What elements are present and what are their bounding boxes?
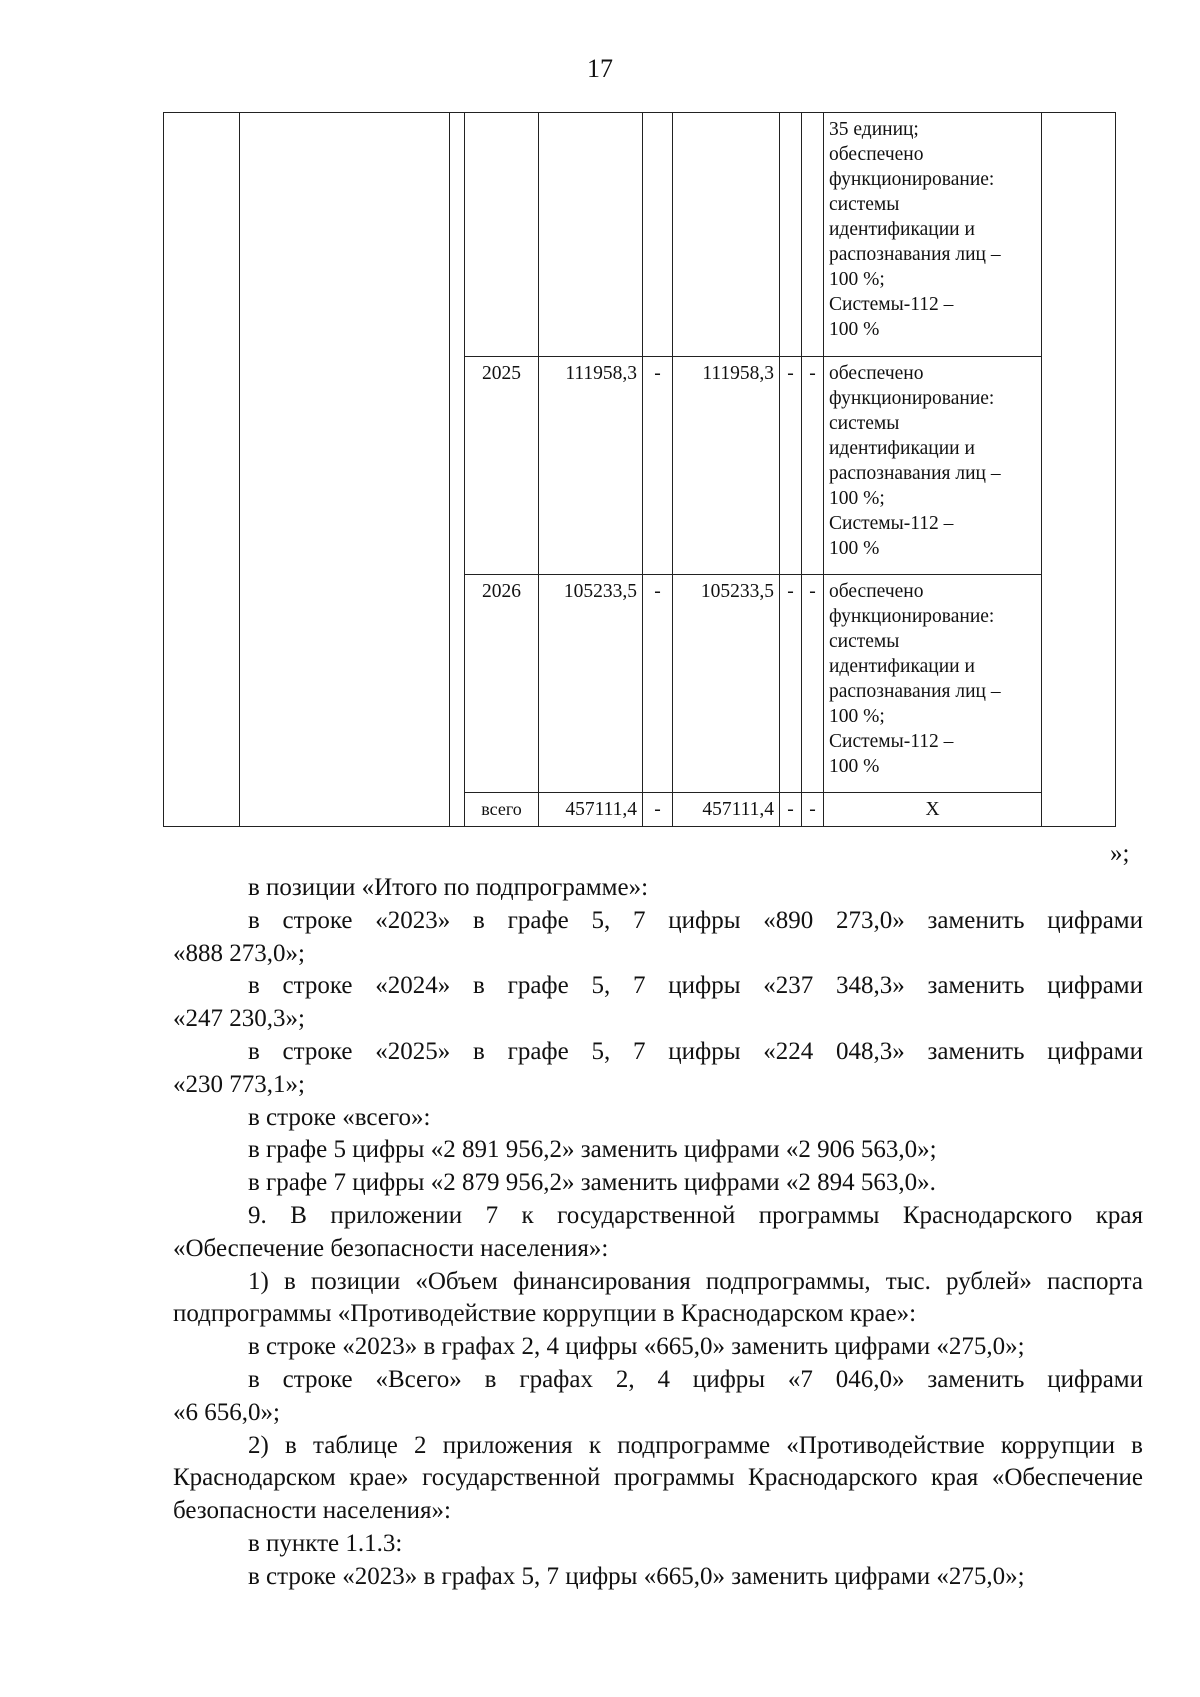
paragraph: в строке «2023» в графе 5, 7 цифры «890 273,0» заменить цифрами: [248, 906, 1143, 934]
col-d-cell: -: [802, 793, 824, 827]
year-cell: 2025: [465, 357, 539, 575]
year-cell: [465, 113, 539, 357]
total-cell: 111958,3: [539, 357, 643, 575]
paragraph: в графе 7 цифры «2 879 956,2» заменить цифрами «2 894 563,0».: [248, 1169, 936, 1197]
total-cell: [539, 113, 643, 357]
col-b-cell: 105233,5: [673, 575, 780, 793]
amendment-text: [173, 872, 1143, 1594]
paragraph: 1) в позиции «Объем финансирования подпрограммы, тыс. рублей» паспорта подпрограммы «Противодействие коррупции в Краснодарском крае»:: [173, 1267, 1143, 1328]
col-b-cell: 111958,3: [673, 357, 780, 575]
merged-cell-name: [240, 113, 450, 827]
paragraph: «247 230,3»;: [173, 1005, 305, 1033]
paragraph: 2) в таблице 2 приложения к подпрограмме «Противодействие коррупции в Краснодарском крае» государственной программы Краснодарского края «Обеспечение безопасности населения»:: [173, 1431, 1143, 1525]
paragraph: «888 273,0»;: [173, 939, 305, 967]
page-number: 17: [587, 54, 613, 83]
col-c-cell: -: [780, 793, 802, 827]
paragraph: в строке «2024» в графе 5, 7 цифры «237 348,3» заменить цифрами: [248, 972, 1143, 1000]
paragraph: в строке «2023» в графах 2, 4 цифры «665,0» заменить цифрами «275,0»;: [248, 1333, 1025, 1361]
financing-table: [163, 112, 1116, 827]
col-a-cell: -: [643, 793, 673, 827]
paragraph: в строке «2023» в графах 5, 7 цифры «665,0» заменить цифрами «275,0»;: [248, 1562, 1025, 1590]
paragraph: 9. В приложении 7 к государственной программы Краснодарского края «Обеспечение безопасности населения»:: [173, 1201, 1143, 1262]
col-a-cell: -: [643, 357, 673, 575]
col-c-cell: [780, 113, 802, 357]
col-a-cell: [643, 113, 673, 357]
col-d-cell: -: [802, 357, 824, 575]
paragraph: «6 656,0»;: [173, 1398, 280, 1426]
result-cell: 35 единиц; обеспечено функционирование: системы идентификации и распознавания лиц – 100 %; Системы-112 – 100 %: [824, 113, 1042, 357]
total-cell: 457111,4: [539, 793, 643, 827]
paragraph: в позиции «Итого по подпрограмме»:: [248, 874, 649, 901]
total-cell: 105233,5: [539, 575, 643, 793]
merged-cell-number: [164, 113, 240, 827]
table-row: [164, 113, 1116, 357]
col-c-cell: -: [780, 575, 802, 793]
merged-cell-gap: [450, 113, 465, 827]
paragraph: в строке «Всего» в графах 2, 4 цифры «7 046,0» заменить цифрами: [248, 1365, 1143, 1393]
paragraph: в строке «всего»:: [248, 1103, 431, 1131]
year-cell: 2026: [465, 575, 539, 793]
closing-quote: »;: [1110, 840, 1130, 867]
paragraph: в графе 5 цифры «2 891 956,2» заменить цифрами «2 906 563,0»;: [248, 1136, 937, 1164]
merged-cell-executor: [1042, 113, 1116, 827]
year-cell: всего: [465, 793, 539, 827]
col-b-cell: [673, 113, 780, 357]
col-a-cell: -: [643, 575, 673, 793]
col-d-cell: -: [802, 575, 824, 793]
paragraph: в пункте 1.1.3:: [248, 1529, 403, 1557]
col-b-cell: 457111,4: [673, 793, 780, 827]
col-d-cell: [802, 113, 824, 357]
result-cell: обеспечено функционирование: системы идентификации и распознавания лиц – 100 %; Системы-112 – 100 %: [824, 357, 1042, 575]
paragraph: «230 773,1»;: [173, 1070, 305, 1098]
result-cell: Х: [824, 793, 1042, 827]
result-cell: обеспечено функционирование: системы идентификации и распознавания лиц – 100 %; Системы-112 – 100 %: [824, 575, 1042, 793]
paragraph: в строке «2025» в графе 5, 7 цифры «224 048,3» заменить цифрами: [248, 1037, 1143, 1065]
col-c-cell: -: [780, 357, 802, 575]
